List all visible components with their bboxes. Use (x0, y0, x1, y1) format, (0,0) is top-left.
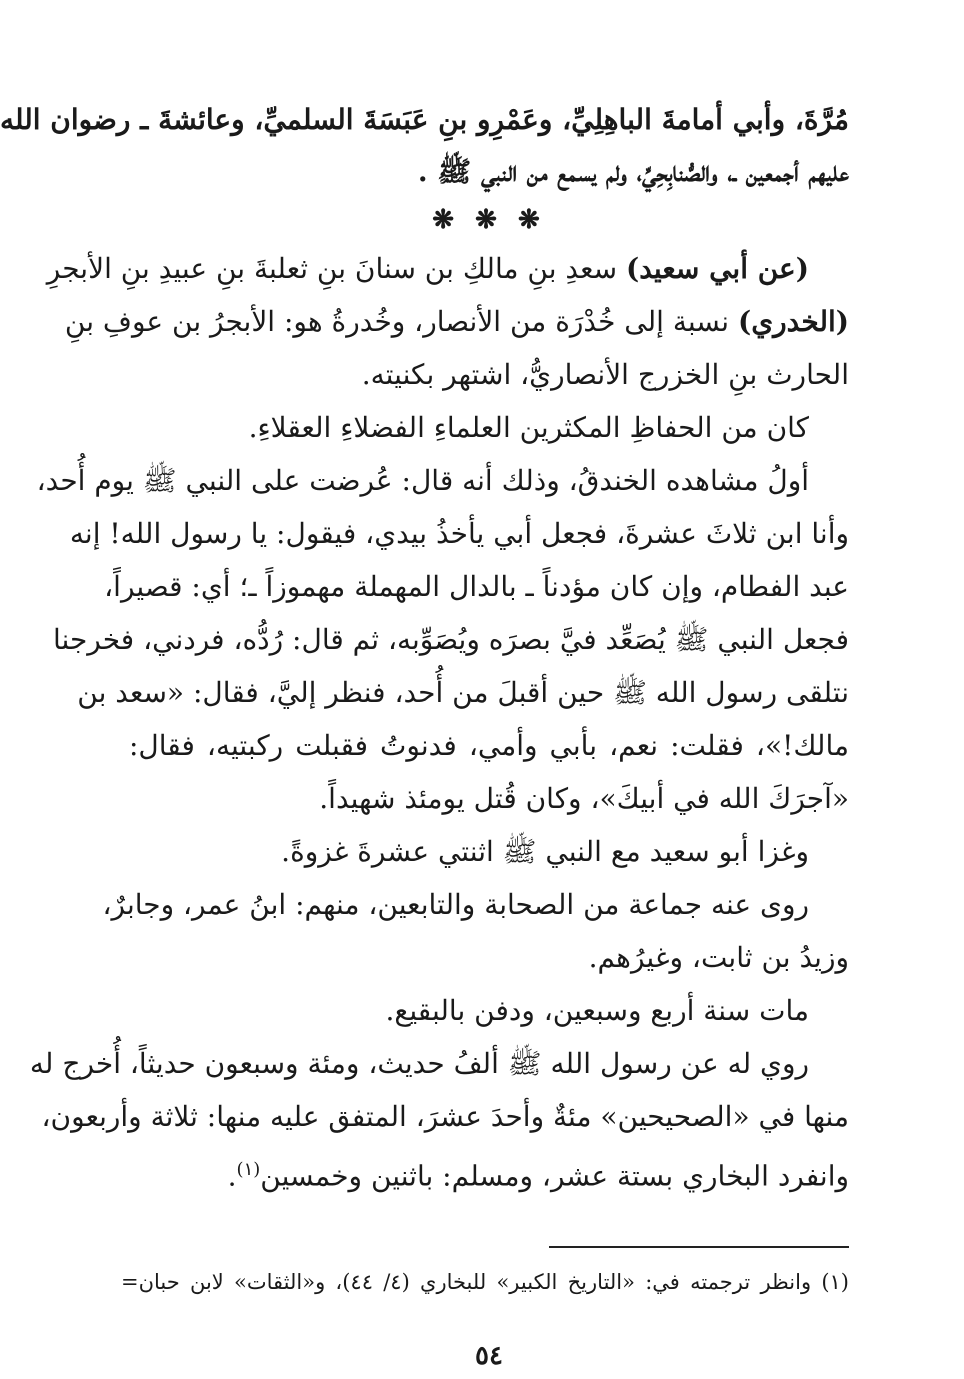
nisba-explanation: نسبة إلى خُدْرَة من الأنصار، وخُدرةُ هو: الأبجرُ بن عوفِ بنِ (64, 305, 738, 338)
footnote-1: (١) وانظر ترجمته في: «التاريخ الكبير» للبخاري (٤/ ٤٤)، و«الثقات» لابن حبان= (121, 1270, 849, 1294)
bio-para-7-line-2: منها في «الصحيحين» مئةٌ وأحدَ عشرَ، المتفق عليه منها: ثلاثة وأربعون، (41, 1100, 849, 1133)
bio-para-5-line-1: روى عنه جماعة من الصحابة والتابعين، منهم: ابنُ عمر، وجابرٌ، (102, 888, 809, 921)
bio-para-3-line-7: «آجرَكَ الله في أبيكَ»، وكان قُتل يومئذ شهيداً. (319, 782, 849, 815)
bio-para-7-line-3-text: وانفرد البخاري بستة عشر، ومسلم: باثنين وخمسين (260, 1159, 849, 1193)
narrator-name: (عن أبي سعيد) (625, 252, 809, 285)
bio-para-3-line-6: مالك!»، فقلت: نعم، بأبي وأمي، فدنوتُ فقبلت ركبتيه، فقال: (129, 729, 849, 762)
intro-line-1: مُرَّةَ، وأبي أمامةَ الباهِلِيِّ، وعَمْرِو بنِ عَبَسَةَ السلميِّ، وعائشةَ ـ رضوان الله (0, 103, 849, 136)
footnote-divider (549, 1246, 849, 1248)
bio-para-3-line-2: وأنا ابن ثلاثَ عشرةَ، فجعل أبي يأخذُ بيدي، فيقول: يا رسول الله! إنه (69, 517, 849, 550)
bio-para-7-line-3 (129, 1144, 849, 1202)
bio-para-5-line-2: وزيدُ بن ثابت، وغيرُهم. (588, 941, 849, 974)
bio-para-7-end: . (227, 1159, 237, 1193)
nisba: (الخدري) (737, 305, 849, 338)
footnote-marker[interactable]: (١) (236, 1159, 261, 1180)
bio-para-1-line-2 (64, 296, 849, 348)
bio-para-1-line-3: الحارث بنِ الخزرج الأنصاريُّ، اشتهر بكنيته. (361, 358, 849, 391)
intro-line-2: عليهم أجمعين ـ، والصُّنابِحِيِّ، ولم يسمع من النبي ﷺ . (417, 155, 849, 188)
bio-para-3-line-3: عبد الفطام، وإن كان مؤدناً ـ بالدال المهملة مهموزاً ـ؛ أي: قصيراً، (104, 570, 849, 603)
page-number: ٥٤ (475, 1341, 503, 1371)
bio-para-2: كان من الحفاظِ المكثرين العلماءِ الفضلاءِ العقلاءِ. (248, 411, 809, 444)
book-page (0, 80, 849, 1371)
section-separator: ❋ ❋ ❋ (432, 205, 546, 235)
bio-para-3-line-5: نتلقى رسول الله ﷺ حين أقبلَ من أُحد، فنظر إليَّ، فقال: «سعد بن (77, 676, 849, 709)
bio-para-3-line-1: أولُ مشاهده الخندقُ، وذلك أنه قال: عُرضت على النبي ﷺ يوم أُحد، (36, 464, 809, 497)
narrator-lineage: سعدِ بنِ مالكِ بن سنانَ بنِ ثعلبةَ بنِ عبيدِ بنِ الأبجرِ (46, 252, 626, 285)
bio-para-4: وغزا أبو سعيد مع النبي ﷺ اثنتي عشرةَ غزوةً. (281, 835, 809, 868)
bio-para-1-line-1 (46, 243, 849, 295)
bio-para-6: مات سنة أربع وسبعين، ودفن بالبقيع. (385, 994, 809, 1027)
bio-para-3-line-4: فجعل النبي ﷺ يُصَعِّد فيَّ بصرَه ويُصَوِّبه، ثم قال: رُدُّه، فردني، فخرجنا (52, 623, 849, 656)
bio-para-7-line-1: روي له عن رسول الله ﷺ ألفُ حديث، ومئة وسبعون حديثاً، أُخرج له (29, 1047, 809, 1080)
